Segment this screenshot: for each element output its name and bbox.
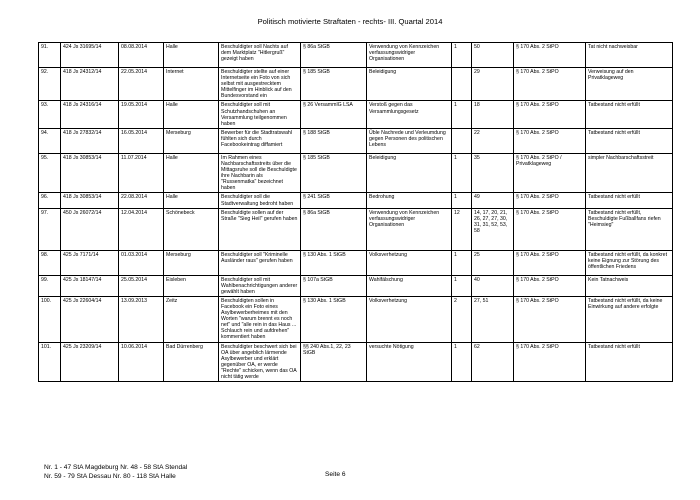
cell-erledigung: § 170 Abs. 2 StPO — [514, 193, 586, 208]
cell-delikt: versuchte Nötigung — [367, 342, 452, 382]
cell-sachverhalt: Beschuldigter soll "Kriminelle Ausländer raus" gerufen haben — [219, 250, 301, 275]
cell-ort: Halle — [164, 153, 219, 193]
cell-datum: 11.07.2014 — [119, 153, 164, 193]
cell-begruendung: Tatbestand nicht erfüllt — [586, 342, 673, 382]
cell-lfd: 62 — [472, 342, 514, 382]
cell-norm: § 26 VersammlG LSA — [301, 101, 367, 128]
table-row — [39, 128, 673, 153]
cell-erledigung: § 170 Abs. 2 StPO — [514, 275, 586, 296]
cell-nr: 92. — [39, 68, 61, 101]
cell-ort: Bad Dürrenberg — [164, 342, 219, 382]
cell-delikt: Beleidigung — [367, 153, 452, 193]
cell-erledigung: § 170 Abs. 2 StPO — [514, 208, 586, 250]
cell-norm: § 86a StGB — [301, 43, 367, 68]
cell-lfd: 49 — [472, 193, 514, 208]
cell-begruendung: Tatbestand nicht erfüllt, da konkret keine Eignung zur Störung des öffentlichen Friedens — [586, 250, 673, 275]
cell-datum: 08.08.2014 — [119, 43, 164, 68]
cell-begruendung: simpler Nachbarschaftsstreit — [586, 153, 673, 193]
cell-begruendung: Tatbestand nicht erfüllt — [586, 193, 673, 208]
cell-datum: 12.04.2014 — [119, 208, 164, 250]
footer-line-1: Nr. 1 - 47 StA Magdeburg Nr. 48 - 58 StA Stendal — [44, 464, 188, 471]
cell-anz: 1 — [452, 275, 472, 296]
cell-anz — [452, 128, 472, 153]
cell-anz: 1 — [452, 193, 472, 208]
cell-ort: Merseburg — [164, 128, 219, 153]
cell-datum: 10.06.2014 — [119, 342, 164, 382]
cell-sachverhalt: Beschuldigter soll die Stadtverwaltung bedroht haben — [219, 193, 301, 208]
cell-lfd: 35 — [472, 153, 514, 193]
cell-sachverhalt: Beschuldigten sollen in Facebook ein Foto eines Asylbewerberheimes mit den Worten "warum brennt es noch net" und "alle rein in das Haus ... Schlauch rein und aufdrehen" kommentiert haben — [219, 296, 301, 342]
cell-norm: § 185 StGB — [301, 68, 367, 101]
cell-erledigung: § 170 Abs. 2 StPO — [514, 101, 586, 128]
footer-prosecutor-key — [44, 463, 187, 481]
cell-nr: 94. — [39, 128, 61, 153]
case-table — [38, 42, 673, 382]
cell-az: 450 Js 26072/14 — [61, 208, 119, 250]
cell-begruendung: Verweisung auf den Privatklageweg — [586, 68, 673, 101]
cell-anz: 1 — [452, 43, 472, 68]
table-row — [39, 153, 673, 193]
cell-ort: Halle — [164, 43, 219, 68]
footer-line-2: Nr. 59 - 79 StA Dessau Nr. 80 - 118 StA Halle — [44, 473, 176, 480]
cell-delikt: Bedrohung — [367, 193, 452, 208]
cell-erledigung: § 170 Abs. 2 StPO — [514, 296, 586, 342]
cell-norm: § 130 Abs. 1 StGB — [301, 296, 367, 342]
cell-lfd: 27, 51 — [472, 296, 514, 342]
cell-erledigung: § 170 Abs. 2 StPO — [514, 43, 586, 68]
cell-az: 418 Js 24316/14 — [61, 101, 119, 128]
cell-nr: 96. — [39, 193, 61, 208]
cell-delikt: Verwendung von Kennzeichen verfassungswidriger Organisationen — [367, 43, 452, 68]
cell-sachverhalt: Beschuldigter soll mit Schutzhandschuhen an Versammlung teilgenommen haben — [219, 101, 301, 128]
cell-anz — [452, 68, 472, 101]
cell-anz: 1 — [452, 342, 472, 382]
page-number: Seite 6 — [325, 471, 346, 478]
cell-erledigung: § 170 Abs. 2 StPO — [514, 128, 586, 153]
cell-norm: § 107a StGB — [301, 275, 367, 296]
cell-az: 425 Js 23209/14 — [61, 342, 119, 382]
cell-sachverhalt: Im Rahmen eines Nachbarschaftsstreits über die Mittagsruhe soll die Beschuldigte ihre Nachbarin als "Russenmatka" bezeichnet haben — [219, 153, 301, 193]
cell-nr: 93. — [39, 101, 61, 128]
cell-lfd: 14, 17, 20, 21, 26, 27, 27, 30, 31, 31, 52, 53, 58 — [472, 208, 514, 250]
table-row — [39, 208, 673, 250]
cell-az: 425 Js 7171/14 — [61, 250, 119, 275]
cell-sachverhalt: Beschuldigte sollen auf der Straße "Sieg Heil" gerufen haben — [219, 208, 301, 250]
cell-lfd: 40 — [472, 275, 514, 296]
table-row — [39, 68, 673, 101]
cell-sachverhalt: Beschuldigter soll Nachts auf dem Marktplatz "Hitlergruß" gezeigt haben — [219, 43, 301, 68]
cell-ort: Zeitz — [164, 296, 219, 342]
cell-nr: 95. — [39, 153, 61, 193]
cell-sachverhalt: Beschuldigter soll mit Wahlbenachrichtigungen anderer gewählt haben — [219, 275, 301, 296]
cell-anz: 2 — [452, 296, 472, 342]
table-row — [39, 275, 673, 296]
cell-delikt: Üble Nachrede und Verleumdung gegen Personen des politischen Lebens — [367, 128, 452, 153]
cell-az: 425 Js 22604/14 — [61, 296, 119, 342]
table-row — [39, 193, 673, 208]
cell-erledigung: § 170 Abs. 2 StPO — [514, 250, 586, 275]
cell-lfd: 25 — [472, 250, 514, 275]
cell-norm: §§ 240 Abs.1, 22, 23 StGB — [301, 342, 367, 382]
cell-anz: 12 — [452, 208, 472, 250]
cell-anz: 1 — [452, 250, 472, 275]
cell-sachverhalt: Beschuldigter beschwert sich bei OA über angeblich lärmende Asylbewerber und erklärt gegenüber OA, er werde "Rechte" schicken, wenn das OA nicht tätig werde — [219, 342, 301, 382]
cell-nr: 99. — [39, 275, 61, 296]
cell-anz: 1 — [452, 153, 472, 193]
page-title: Politisch motivierte Straftaten - rechts- III. Quartal 2014 — [257, 17, 443, 26]
cell-az: 424 Js 31695/14 — [61, 43, 119, 68]
cell-ort: Eisleben — [164, 275, 219, 296]
table-row — [39, 250, 673, 275]
cell-az: 418 Js 30853/14 — [61, 153, 119, 193]
cell-begruendung: Tatbestand nicht erfüllt — [586, 128, 673, 153]
cell-ort: Merseburg — [164, 250, 219, 275]
cell-nr: 101. — [39, 342, 61, 382]
cell-begruendung: Kein Tatnachweis — [586, 275, 673, 296]
cell-az: 418 Js 27832/14 — [61, 128, 119, 153]
cell-norm: § 188 StGB — [301, 128, 367, 153]
cell-ort: Schönebeck — [164, 208, 219, 250]
cell-az: 425 Js 18147/14 — [61, 275, 119, 296]
cell-norm: § 185 StGB — [301, 153, 367, 193]
cell-datum: 25.05.2014 — [119, 275, 164, 296]
cell-datum: 16.05.2014 — [119, 128, 164, 153]
table-row — [39, 342, 673, 382]
cell-ort: Halle — [164, 101, 219, 128]
cell-delikt: Volksverhetzung — [367, 250, 452, 275]
cell-nr: 100. — [39, 296, 61, 342]
cell-lfd: 29 — [472, 68, 514, 101]
cell-norm: § 86a StGB — [301, 208, 367, 250]
cell-erledigung: § 170 Abs. 2 StPO — [514, 342, 586, 382]
cell-datum: 01.03.2014 — [119, 250, 164, 275]
cell-ort: Halle — [164, 193, 219, 208]
cell-begruendung: Tat nicht nachweisbar — [586, 43, 673, 68]
cell-datum: 13.09.2013 — [119, 296, 164, 342]
cell-delikt: Wahlfälschung — [367, 275, 452, 296]
cell-norm: § 241 StGB — [301, 193, 367, 208]
cell-az: 418 Js 24312/14 — [61, 68, 119, 101]
cell-ort: Internet — [164, 68, 219, 101]
cell-delikt: Volksverhetzung — [367, 296, 452, 342]
cell-anz: 1 — [452, 101, 472, 128]
cell-begruendung: Tatbestand nicht erfüllt, da keine Einwirkung auf andere erfolgte — [586, 296, 673, 342]
cell-erledigung: § 170 Abs. 2 StPO — [514, 68, 586, 101]
cell-lfd: 18 — [472, 101, 514, 128]
cell-delikt: Beleidigung — [367, 68, 452, 101]
cell-lfd: 22 — [472, 128, 514, 153]
table-row — [39, 296, 673, 342]
cell-az: 418 Js 30853/14 — [61, 193, 119, 208]
table-row — [39, 101, 673, 128]
cell-lfd: 50 — [472, 43, 514, 68]
cell-datum: 19.05.2014 — [119, 101, 164, 128]
cell-nr: 98. — [39, 250, 61, 275]
cell-begruendung: Tatbestand nicht erfüllt, Beschuldigte Fußballfans riefen "Heimsieg" — [586, 208, 673, 250]
cell-nr: 97. — [39, 208, 61, 250]
cell-erledigung: § 170 Abs. 2 StPO / Privatklageweg — [514, 153, 586, 193]
table-row — [39, 43, 673, 68]
cell-delikt: Verstoß gegen das Versammlungsgesetz — [367, 101, 452, 128]
cell-datum: 22.08.2014 — [119, 193, 164, 208]
cell-norm: § 130 Abs. 1 StGB — [301, 250, 367, 275]
cell-delikt: Verwendung von Kennzeichen verfassungswidriger Organisationen — [367, 208, 452, 250]
cell-sachverhalt: Beschuldigter stellte auf einer Internetseite ein Foto von sich selbst mit ausgestrecktem Mittelfinger im Hinblick auf den Bundesvorstand ein — [219, 68, 301, 101]
cell-nr: 91. — [39, 43, 61, 68]
cell-begruendung: Tatbestand nicht erfüllt — [586, 101, 673, 128]
cell-sachverhalt: Bewerber für die Stadtratswahl fühlten sich durch Facebookeintrag diffamiert — [219, 128, 301, 153]
cell-datum: 22.05.2014 — [119, 68, 164, 101]
